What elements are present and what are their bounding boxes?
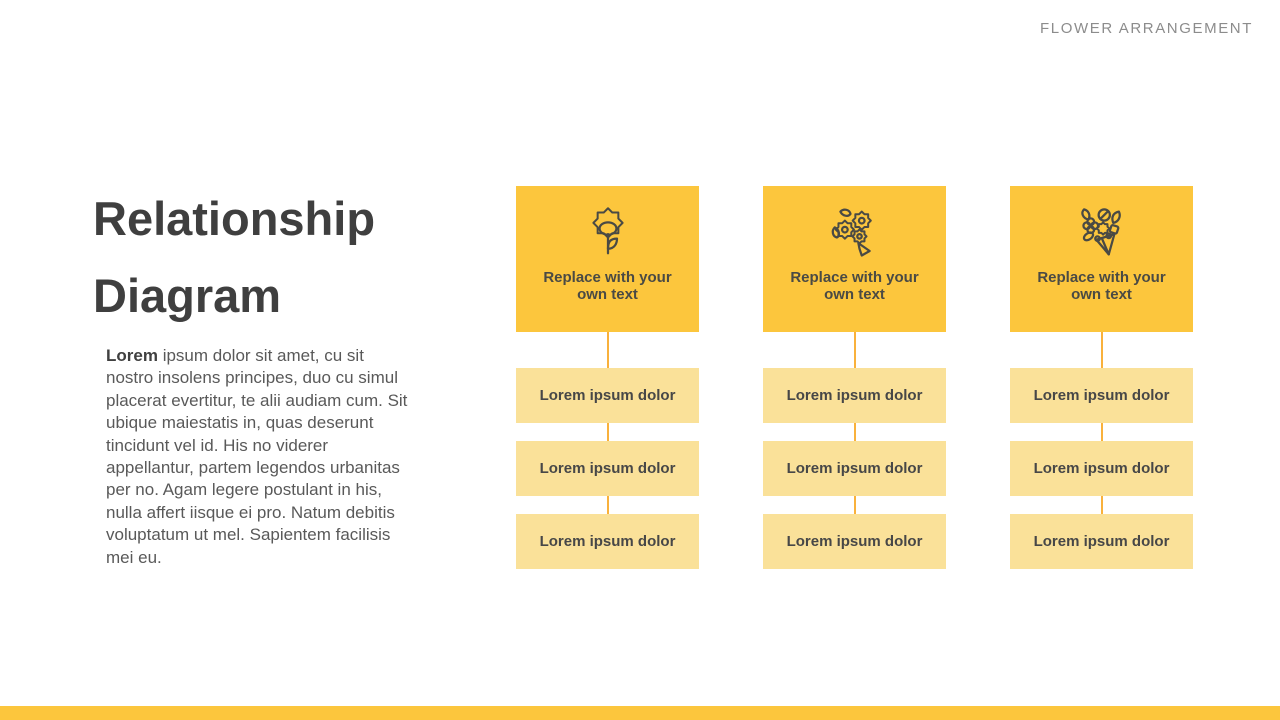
item-box: Lorem ipsum dolor bbox=[1010, 368, 1193, 423]
header-box-label: Replace with your own text bbox=[543, 269, 672, 303]
description-text bbox=[106, 345, 408, 569]
bouquet-icon bbox=[828, 202, 882, 264]
header-box-3 bbox=[1010, 186, 1193, 332]
diagram-column-1 bbox=[516, 186, 699, 569]
connector-line bbox=[854, 423, 856, 441]
description-body: ipsum dolor sit amet, cu sit nostro insolens principes, duo cu simul placerat evertitur, te alii audiam cum. Sit ubique maiestatis in, quas deserunt tincidunt vel id. His no viderer appellantur, partem legendos urbanitas per no. Agam legere postulant in his, nulla affert iisque ei pro. Natum debitis voluptatum ut mel. Sapientem facilisis mei eu. bbox=[106, 346, 408, 567]
diagram-column-3 bbox=[1010, 186, 1193, 569]
connector-line bbox=[854, 332, 856, 368]
diagram-column-2 bbox=[763, 186, 946, 569]
page-title-line2: Diagram bbox=[93, 269, 282, 322]
page-title bbox=[93, 180, 493, 334]
item-box: Lorem ipsum dolor bbox=[516, 368, 699, 423]
item-box: Lorem ipsum dolor bbox=[1010, 514, 1193, 569]
bottom-accent-bar bbox=[0, 706, 1280, 720]
item-box: Lorem ipsum dolor bbox=[763, 514, 946, 569]
connector-line bbox=[607, 423, 609, 441]
header-box-1 bbox=[516, 186, 699, 332]
flower-arrangement-icon bbox=[1075, 202, 1129, 264]
header-box-label: Replace with your own text bbox=[790, 269, 919, 303]
header-box-label: Replace with your own text bbox=[1037, 269, 1166, 303]
connector-line bbox=[1101, 423, 1103, 441]
connector-line bbox=[607, 496, 609, 514]
connector-line bbox=[1101, 496, 1103, 514]
item-box: Lorem ipsum dolor bbox=[516, 514, 699, 569]
item-box: Lorem ipsum dolor bbox=[763, 441, 946, 496]
item-box: Lorem ipsum dolor bbox=[763, 368, 946, 423]
brand-label: FLOWER ARRANGEMENT bbox=[1040, 20, 1253, 37]
connector-line bbox=[854, 496, 856, 514]
description-lead: Lorem bbox=[106, 346, 158, 365]
header-box-2 bbox=[763, 186, 946, 332]
relationship-diagram bbox=[516, 186, 1193, 569]
connector-line bbox=[607, 332, 609, 368]
carnation-flower-icon bbox=[581, 202, 635, 264]
item-box: Lorem ipsum dolor bbox=[516, 441, 699, 496]
page-title-line1: Relationship bbox=[93, 192, 376, 245]
item-box: Lorem ipsum dolor bbox=[1010, 441, 1193, 496]
connector-line bbox=[1101, 332, 1103, 368]
